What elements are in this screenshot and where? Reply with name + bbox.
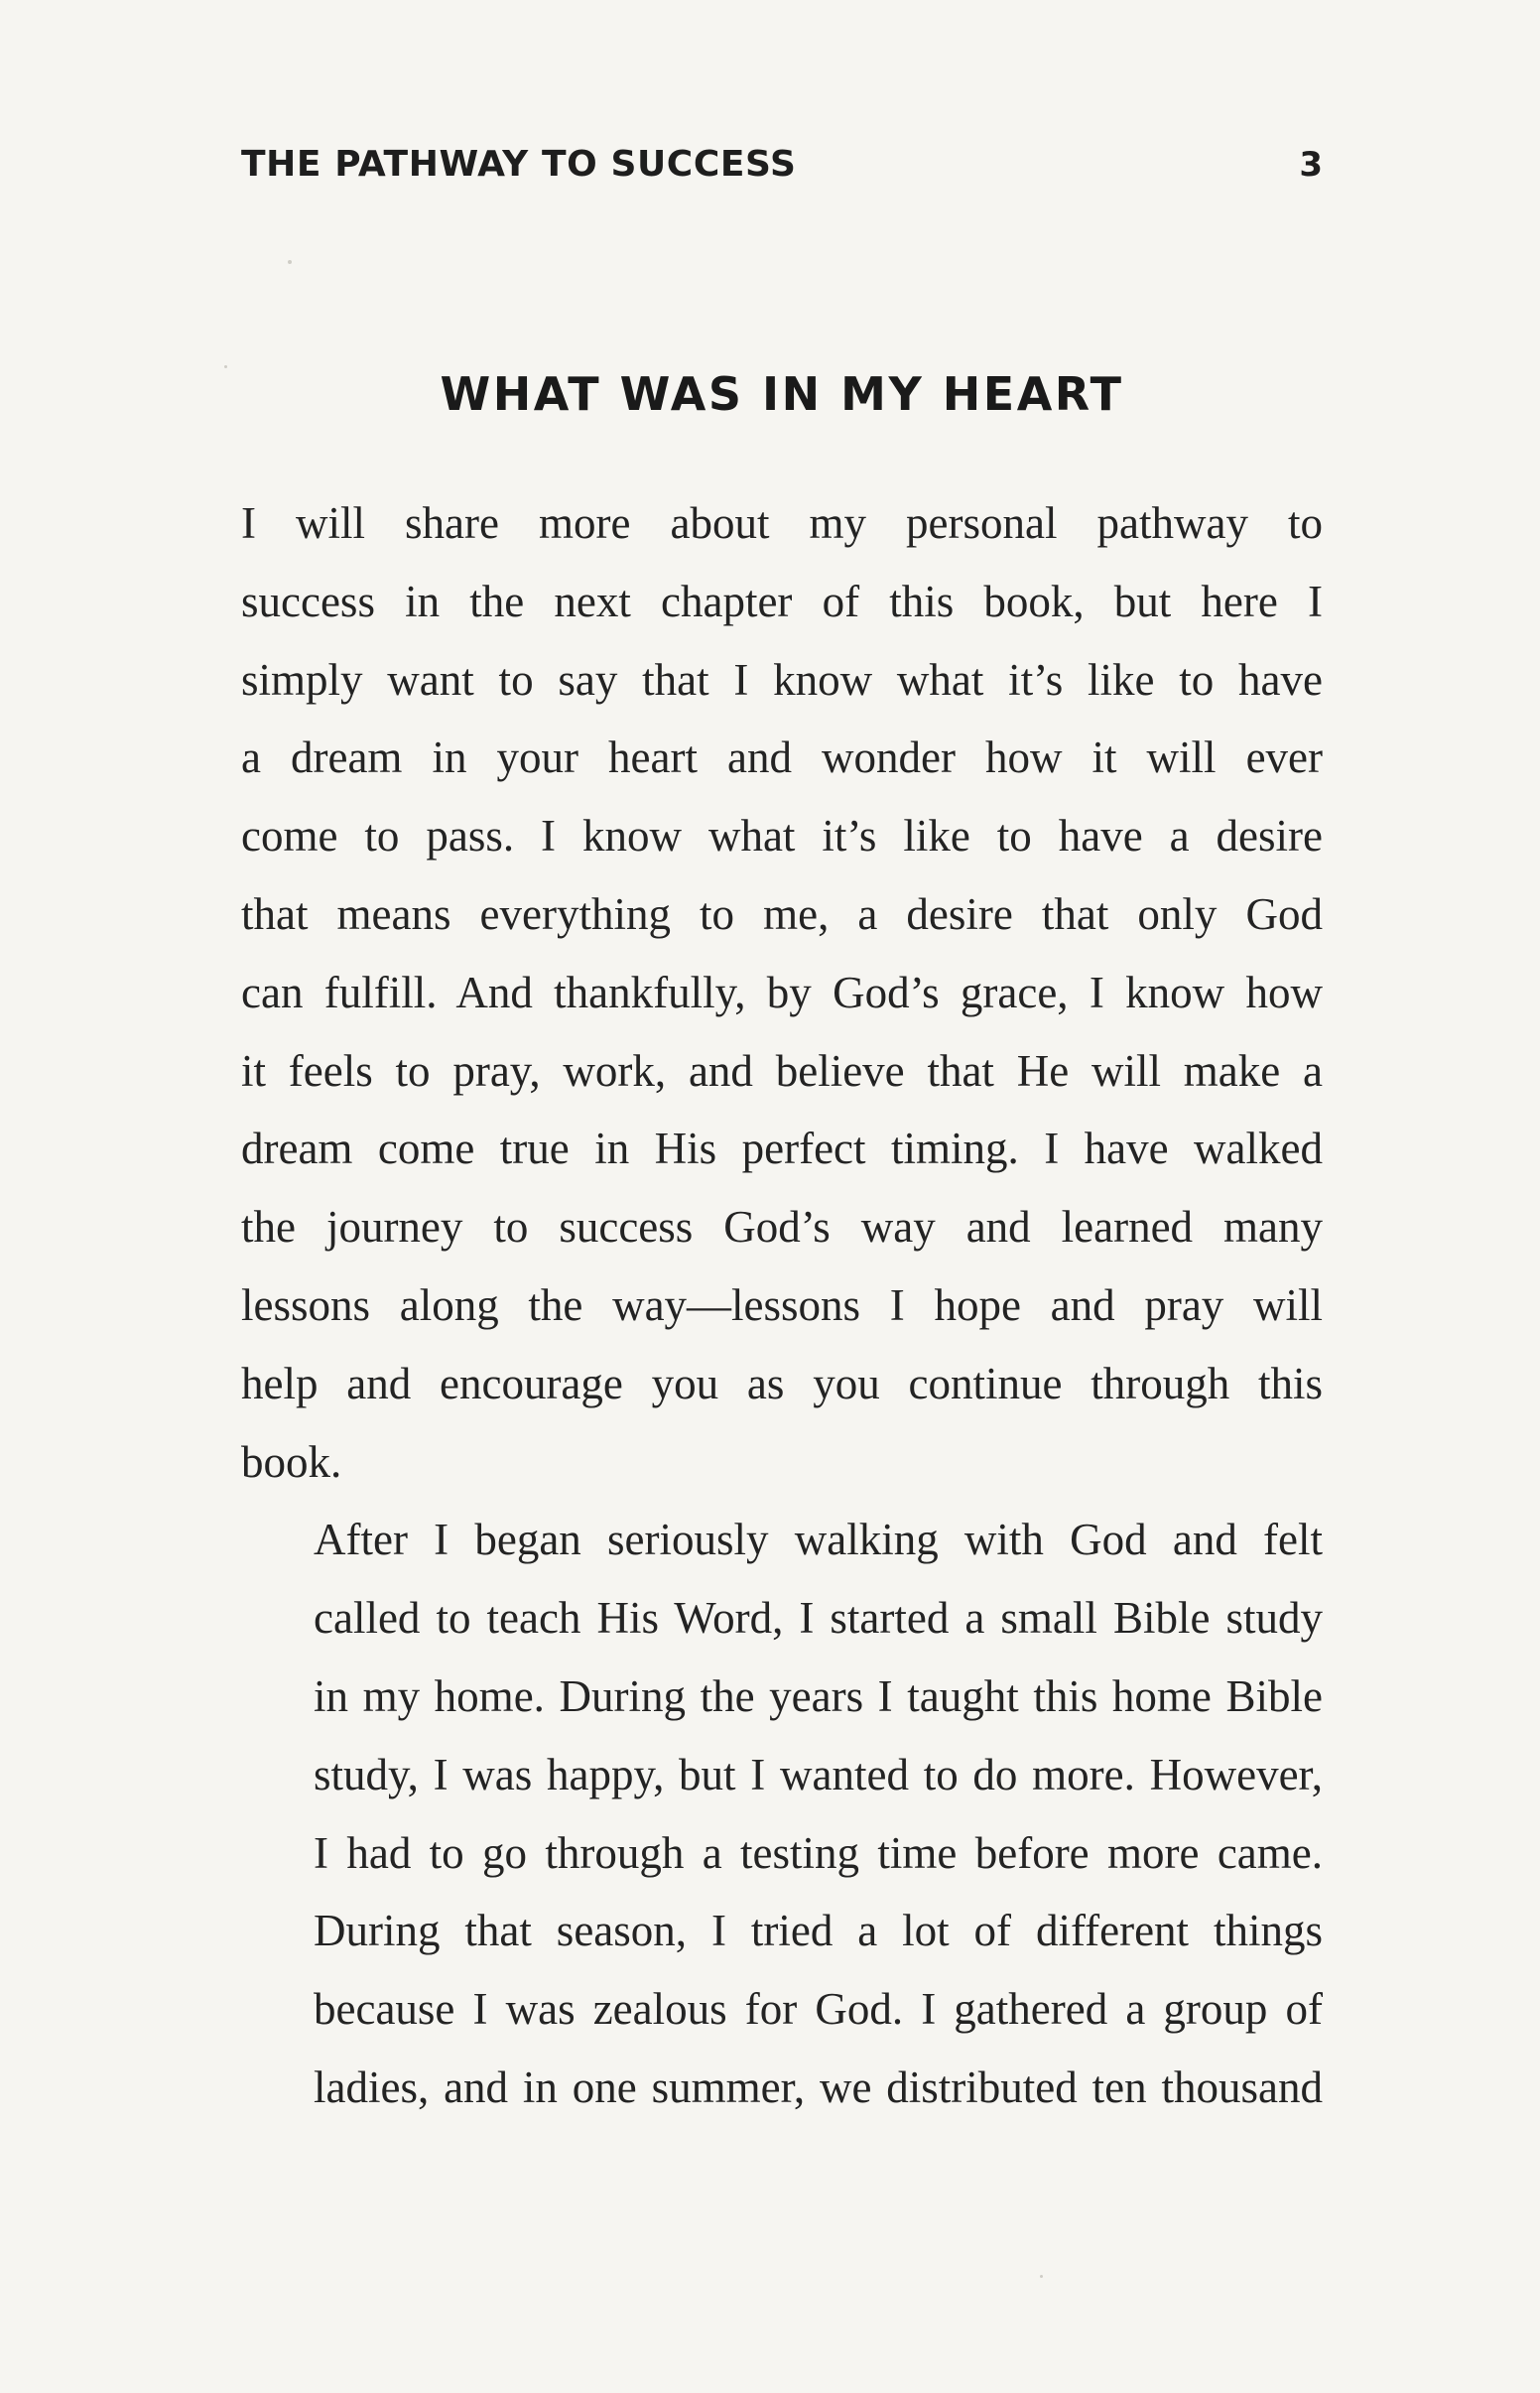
text-line: lessons along the way—lessons I hope and pray will <box>241 1279 1323 1330</box>
text-line: simply want to say that I know what it’s like to have <box>241 654 1323 705</box>
text-line: I had to go through a testing time before more came. <box>314 1827 1323 1878</box>
text-line: come to pass. I know what it’s like to have a desire <box>241 811 1323 862</box>
text-line: can fulfill. And thankfully, by God’s grace, I know how <box>241 967 1323 1017</box>
text-line: During that season, I tried a lot of different things <box>314 1906 1323 1956</box>
text-line: book. <box>241 1436 342 1487</box>
scan-speck <box>1040 2275 1043 2278</box>
text-line: I will share more about my personal pathway to <box>241 498 1323 548</box>
text-line: help and encourage you as you continue through this <box>241 1358 1323 1408</box>
section-heading: WHAT WAS IN MY HEART <box>440 367 1124 421</box>
scan-speck <box>224 365 227 368</box>
text-line: that means everything to me, a desire that only God <box>241 888 1323 939</box>
running-title: THE PATHWAY TO SUCCESS <box>241 144 797 185</box>
scan-speck <box>288 260 292 264</box>
text-line: success in the next chapter of this book, but here I <box>241 576 1323 626</box>
text-line: because I was zealous for God. I gathered a group of <box>314 1984 1323 2035</box>
page-number: 3 <box>1299 145 1323 185</box>
body-text <box>241 484 1323 2127</box>
text-line: ladies, and in one summer, we distributed ten thousand <box>314 2061 1323 2112</box>
text-line: dream come true in His perfect timing. I have walked <box>241 1124 1323 1174</box>
paragraph-1 <box>241 484 1323 1501</box>
text-line: study, I was happy, but I wanted to do more. However, <box>314 1749 1323 1799</box>
text-line: called to teach His Word, I started a small Bible study <box>314 1593 1323 1644</box>
text-line: in my home. During the years I taught this home Bible <box>314 1670 1323 1721</box>
text-line: the journey to success God’s way and learned many <box>241 1202 1323 1253</box>
paragraph-2 <box>241 1501 1323 2126</box>
text-line: a dream in your heart and wonder how it will ever <box>241 732 1323 783</box>
running-head <box>241 137 1323 193</box>
text-line: After I began seriously walking with God and felt <box>314 1515 1323 1565</box>
text-line: it feels to pray, work, and believe that He will make a <box>241 1045 1323 1096</box>
